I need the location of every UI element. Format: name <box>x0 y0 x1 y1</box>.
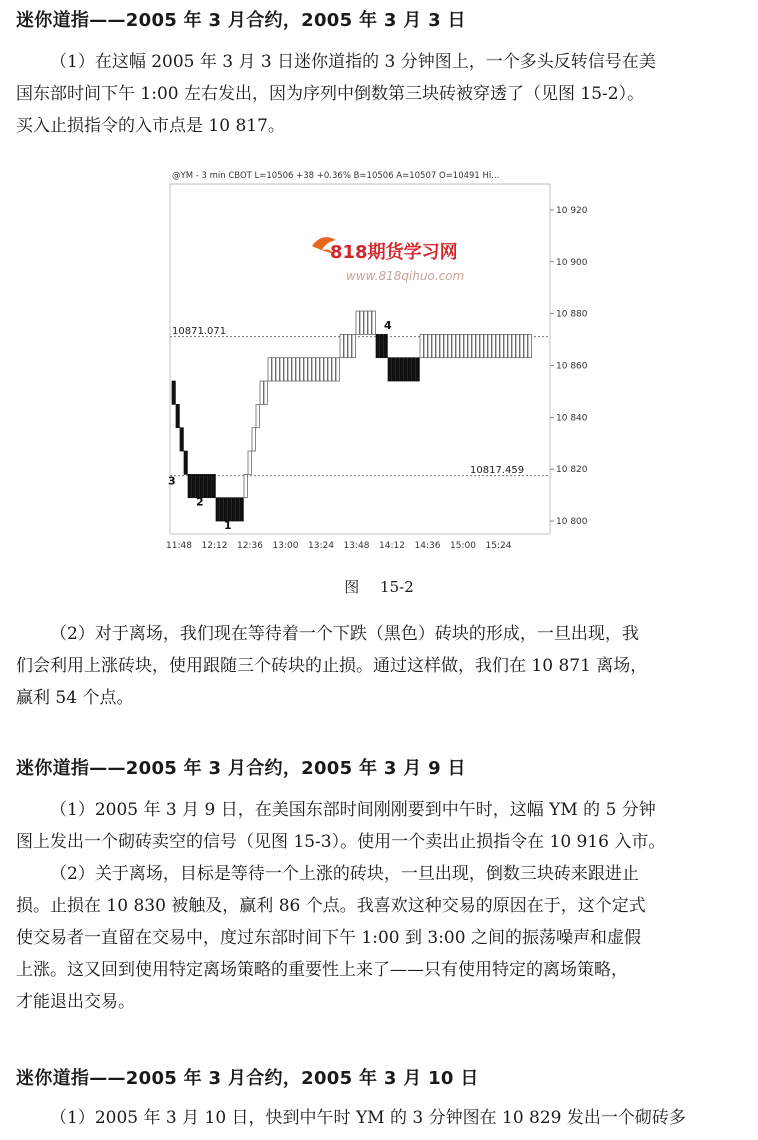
renko-brick-up <box>452 334 455 357</box>
renko-brick-up <box>260 381 263 404</box>
renko-brick-up <box>520 334 523 357</box>
paragraph-mar9-entry <box>16 794 746 858</box>
renko-brick-down <box>408 358 411 381</box>
renko-brick-down <box>416 358 419 381</box>
renko-brick-up <box>356 311 359 334</box>
renko-brick-up <box>300 358 303 381</box>
renko-brick-up <box>436 334 439 357</box>
renko-brick-up <box>420 334 423 357</box>
renko-brick-down <box>204 474 207 497</box>
y-tick-label: 10 800 <box>556 517 588 528</box>
text-line: 图上发出一个砌砖卖空的信号（见图 15-3）。使用一个卖出止损指令在 10 916 入市。 <box>16 832 666 852</box>
renko-brick-down <box>216 498 219 521</box>
renko-brick-up <box>424 334 427 357</box>
y-tick-label: 10 860 <box>556 361 588 372</box>
renko-brick-down <box>200 474 203 497</box>
renko-brick-down <box>392 358 395 381</box>
x-tick-label: 12:12 <box>201 541 228 551</box>
renko-brick-down <box>376 334 379 357</box>
x-tick-label: 13:00 <box>272 541 299 551</box>
renko-brick-down <box>224 498 227 521</box>
text-line: 们会利用上涨砖块，使用跟随三个砖块的止损。通过这样做，我们在 10 871 离场， <box>16 656 648 676</box>
renko-brick-up <box>456 334 459 357</box>
renko-brick-down <box>400 358 403 381</box>
renko-brick-down <box>188 474 191 497</box>
renko-brick-down <box>404 358 407 381</box>
renko-brick-up <box>464 334 467 357</box>
renko-brick-up <box>268 358 271 381</box>
renko-brick-down <box>208 474 211 497</box>
renko-brick-up <box>368 311 371 334</box>
section-heading-mar9: 迷你道指——2005 年 3 月合约，2005 年 3 月 9 日 <box>16 758 466 779</box>
renko-brick-up <box>472 334 475 357</box>
text-line: （1）2005 年 3 月 9 日，在美国东部时间刚刚要到中午时，这幅 YM 的 5 分钟 <box>50 800 656 820</box>
renko-brick-down <box>380 334 383 357</box>
paragraph-mar3-entry <box>16 46 746 142</box>
renko-brick-up <box>508 334 511 357</box>
renko-brick-up <box>288 358 291 381</box>
y-tick-label: 10 920 <box>556 205 588 216</box>
renko-brick-up <box>284 358 287 381</box>
y-tick-label: 10 880 <box>556 309 588 320</box>
renko-brick-up <box>492 334 495 357</box>
renko-brick-down <box>384 334 387 357</box>
paragraph-mar9-exit <box>16 858 746 1018</box>
renko-brick-up <box>244 474 247 497</box>
renko-brick-up <box>360 311 363 334</box>
text-line: 买入止损指令的入市点是 10 817。 <box>16 116 285 136</box>
brick-annotation: 4 <box>384 319 392 333</box>
caption-prefix: 图 <box>344 578 360 596</box>
renko-brick-up <box>372 311 375 334</box>
text-line: 使交易者一直留在交易中，度过东部时间下午 1:00 到 3:00 之间的振荡噪声和虚假 <box>16 928 641 948</box>
renko-brick-up <box>448 334 451 357</box>
renko-brick-up <box>500 334 503 357</box>
x-tick-label: 11:48 <box>166 541 192 551</box>
renko-brick-down <box>236 498 239 521</box>
x-tick-label: 14:12 <box>379 541 405 551</box>
renko-brick-up <box>252 428 255 451</box>
text-line: （2）对于离场，我们现在等待着一个下跌（黑色）砖块的形成，一旦出现，我 <box>50 624 639 644</box>
x-tick-label: 13:48 <box>343 541 370 551</box>
renko-chart-figure <box>162 160 602 560</box>
renko-brick-up <box>512 334 515 357</box>
plot-frame <box>170 184 550 534</box>
renko-brick-down <box>180 428 183 451</box>
y-tick-label: 10 840 <box>556 413 588 424</box>
renko-brick-up <box>528 334 531 357</box>
renko-brick-down <box>388 358 391 381</box>
level-label: 10817.459 <box>470 464 525 476</box>
x-tick-label: 15:24 <box>485 541 512 551</box>
chart-header-text: @YM - 3 min CBOT L=10506 +38 +0.36% B=10506 A=10507 O=10491 Hi... <box>172 171 500 181</box>
text-line: 才能退出交易。 <box>16 992 135 1012</box>
brick-annotation: 1 <box>224 518 232 532</box>
renko-brick-down <box>232 498 235 521</box>
watermark <box>312 237 464 283</box>
renko-brick-up <box>264 381 267 404</box>
section-heading-mar10: 迷你道指——2005 年 3 月合约，2005 年 3 月 10 日 <box>16 1068 479 1089</box>
renko-brick-up <box>516 334 519 357</box>
renko-brick-up <box>280 358 283 381</box>
renko-brick-up <box>320 358 323 381</box>
renko-brick-up <box>524 334 527 357</box>
renko-brick-down <box>228 498 231 521</box>
renko-brick-up <box>440 334 443 357</box>
renko-brick-down <box>176 404 179 427</box>
renko-brick-up <box>272 358 275 381</box>
renko-brick-down <box>212 474 215 497</box>
renko-brick-up <box>296 358 299 381</box>
renko-brick-up <box>276 358 279 381</box>
x-tick-label: 14:36 <box>414 541 441 551</box>
renko-brick-down <box>396 358 399 381</box>
text-line: 损。止损在 10 830 被触及，赢利 86 个点。我喜欢这种交易的原因在于，这个定式 <box>16 896 646 916</box>
renko-brick-up <box>336 358 339 381</box>
text-line: 赢利 54 个点。 <box>16 688 134 708</box>
renko-brick-up <box>308 358 311 381</box>
renko-brick-up <box>428 334 431 357</box>
renko-brick-up <box>504 334 507 357</box>
renko-brick-down <box>196 474 199 497</box>
x-tick-label: 12:36 <box>237 541 263 551</box>
brick-annotation: 2 <box>196 495 204 509</box>
renko-brick-up <box>328 358 331 381</box>
watermark-url: www.818qihuo.com <box>346 269 465 283</box>
renko-brick-up <box>292 358 295 381</box>
watermark-brand: 818期货学习网 <box>330 242 458 263</box>
level-label: 10871.071 <box>172 325 227 337</box>
renko-brick-down <box>412 358 415 381</box>
renko-brick-down <box>184 451 187 474</box>
renko-brick-up <box>340 334 343 357</box>
figure-caption <box>0 576 758 597</box>
text-line: 国东部时间下午 1:00 左右发出，因为序列中倒数第三块砖被穿透了（见图 15-2）。 <box>16 84 645 104</box>
renko-brick-up <box>352 334 355 357</box>
renko-brick-down <box>220 498 223 521</box>
text-line: （1）2005 年 3 月 10 日，快到中午时 YM 的 3 分钟图在 10 829 发出一个砌砖多 <box>50 1108 686 1128</box>
renko-brick-up <box>304 358 307 381</box>
renko-brick-up <box>256 404 259 427</box>
renko-chart <box>162 160 602 560</box>
renko-brick-up <box>432 334 435 357</box>
section-heading-mar3: 迷你道指——2005 年 3 月合约，2005 年 3 月 3 日 <box>16 10 466 31</box>
renko-brick-up <box>468 334 471 357</box>
x-tick-label: 15:00 <box>450 541 476 551</box>
brick-annotation: 3 <box>168 474 176 488</box>
renko-brick-down <box>240 498 243 521</box>
renko-brick-up <box>444 334 447 357</box>
y-tick-label: 10 900 <box>556 257 588 268</box>
renko-brick-up <box>344 334 347 357</box>
caption-number: 15-2 <box>380 578 414 596</box>
paragraph-mar10-entry <box>16 1102 746 1134</box>
renko-brick-up <box>316 358 319 381</box>
renko-brick-up <box>496 334 499 357</box>
text-line: 上涨。这又回到使用特定离场策略的重要性上来了——只有使用特定的离场策略， <box>16 960 628 980</box>
renko-brick-up <box>488 334 491 357</box>
x-tick-label: 13:24 <box>308 541 334 551</box>
renko-brick-up <box>348 334 351 357</box>
renko-brick-up <box>476 334 479 357</box>
renko-brick-up <box>460 334 463 357</box>
renko-brick-up <box>484 334 487 357</box>
text-line: （2）关于离场，目标是等待一个上涨的砖块，一旦出现，倒数三块砖来跟进止 <box>50 864 639 884</box>
renko-brick-up <box>248 451 251 474</box>
renko-brick-up <box>332 358 335 381</box>
renko-brick-up <box>480 334 483 357</box>
renko-brick-down <box>192 474 195 497</box>
renko-brick-up <box>324 358 327 381</box>
paragraph-mar3-exit <box>16 618 746 714</box>
renko-brick-down <box>172 381 175 404</box>
y-tick-label: 10 820 <box>556 465 588 476</box>
text-line: （1）在这幅 2005 年 3 月 3 日迷你道指的 3 分钟图上，一个多头反转信号在美 <box>50 52 656 72</box>
renko-brick-up <box>364 311 367 334</box>
renko-brick-up <box>312 358 315 381</box>
